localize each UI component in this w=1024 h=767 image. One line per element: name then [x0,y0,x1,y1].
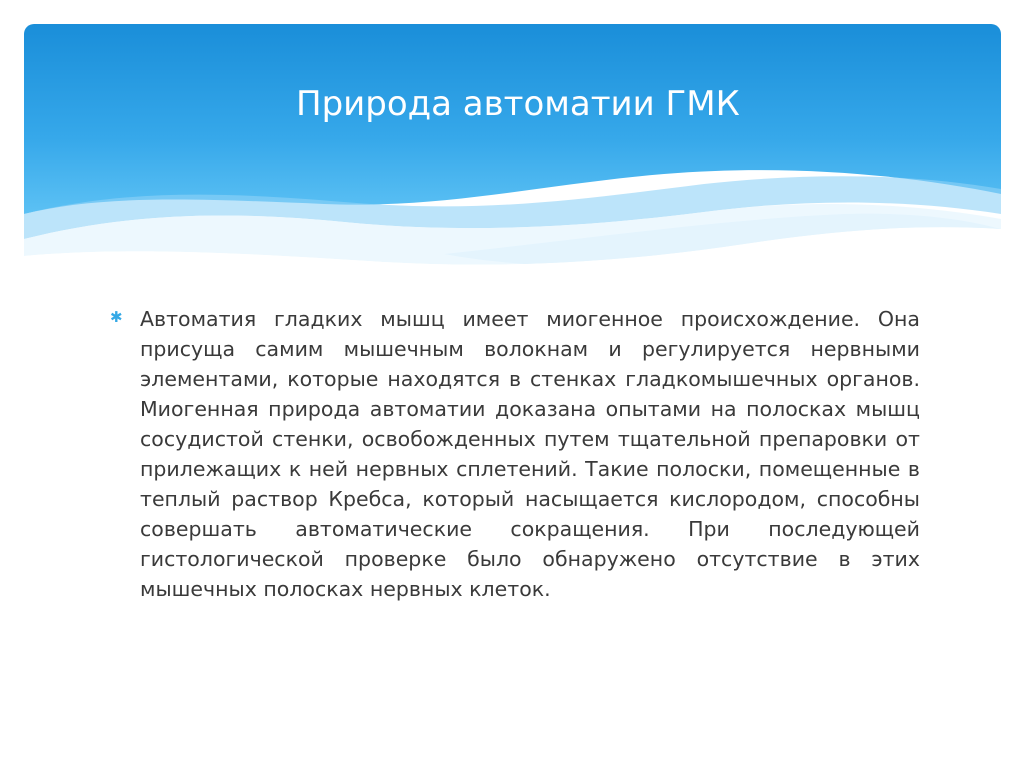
bullet-item [110,304,920,604]
asterisk-bullet-icon: ✱ [110,308,123,326]
bullet-text: Автоматия гладких мышц имеет миогенное происхождение. Она присуща самим мышечным волокнам и регулируется нервными элементами, которые находятся в стенках гладкомышечных органов. Миогенная природа автоматии доказана опытами на полосках мышц сосудистой стенки, освобожденных путем тщательной препаровки от прилежащих к ней нервных сплетений. Такие полоски, помещенные в теплый раствор Кребса, который насыщается кислородом, способны совершать автоматические сокращения. При последующей гистологической проверке было обнаружено отсутствие в этих мышечных полосках нервных клеток. [140,307,920,601]
header-wave-background [24,24,1001,284]
slide-title: Природа автоматии ГМК [296,84,740,124]
slide-content [110,304,920,604]
slide [24,24,1001,742]
